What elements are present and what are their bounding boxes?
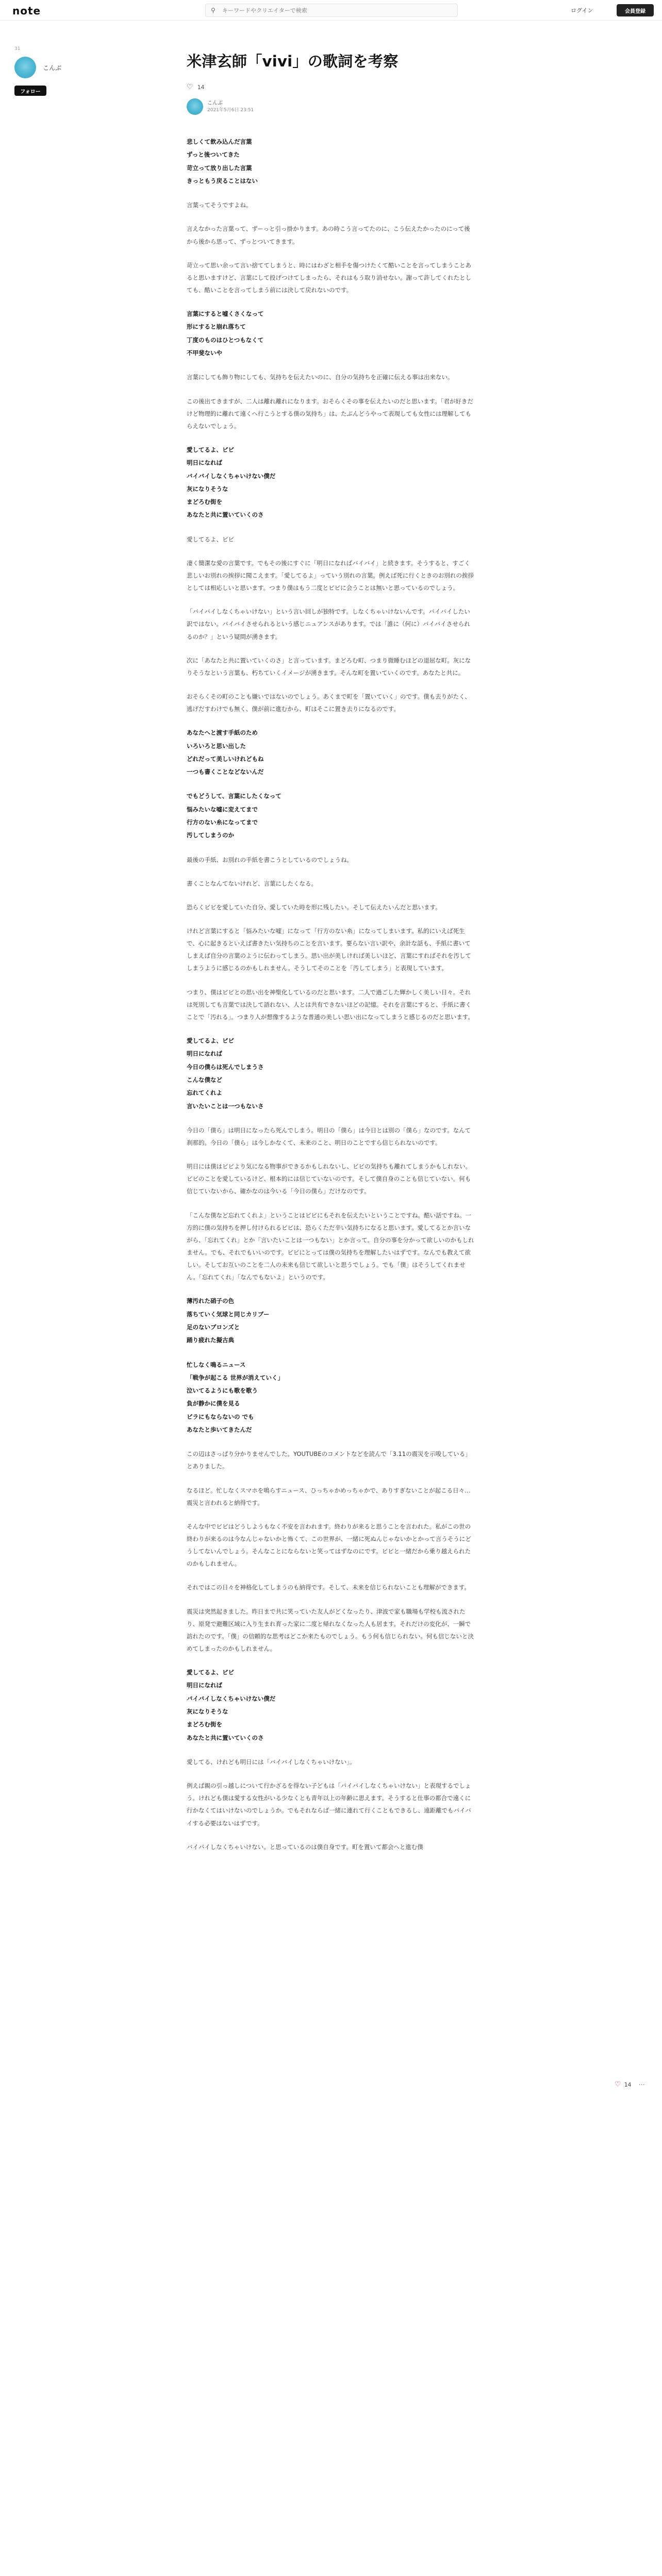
body-paragraph: 「こんな僕など忘れてくれよ」ということはビビにもそれを伝えたいということですね。酷い話ですね。一方的に僕の気持ちを押し付けられるビビは、恐らくただ辛い気持ちになると思います。愛してるとか言いながら、「忘れてくれ」とか「言いたいことは一つもない」とか言って。自分の事を分かって欲しいのかもしれません。でも、それでもいいのです。ビビにとっては僕の気持ちを理解したいはずです。なんでも教えて欲しい。そしてお互いのことを二人の未来も信じて欲しいと思うでしょう。でも「僕」はそうしてくれません。「忘れてくれ」「なんでもないよ」というのです。 (187, 1211, 474, 1281)
lyrics-block (187, 1295, 475, 1347)
lyrics-line: まどろむ街を (187, 498, 222, 506)
lyrics-line: 忘れてくれよ (187, 1089, 222, 1097)
body-paragraph: バイバイしなくちゃいけない。と思っているのは僕自身です。町を置いて都会へと進む僕 (187, 1843, 423, 1851)
heart-icon[interactable]: ♡ (187, 83, 193, 92)
like-count: 14 (197, 83, 205, 91)
article (187, 52, 475, 1865)
body-paragraph: なるほど。忙しなくスマホを鳴らすニュース、ひっちゃかめっちゃかで、ありすぎないことが起こる日々…震災と言われると納得です。 (187, 1486, 471, 1506)
lyrics-line: 忙しなく鳴るニュース (187, 1361, 246, 1368)
lyrics-line: 汚してしまうのか (187, 832, 234, 839)
lyrics-line: 言いたいことは一つもないさ (187, 1102, 264, 1110)
body-paragraph: 愛してるよ、ビビ (187, 535, 234, 543)
body-paragraph: おそらくその町のことも嫌いではないのでしょう。あくまで町を「置いていく」のです。僕も去りがたく、逃げだすわけでも無く、僕が前に進むから、町はそこに置き去りになるのです。 (187, 692, 471, 713)
lyrics-line: 今日の僕らは死んでしまうさ (187, 1063, 264, 1071)
body-paragraph: 「バイバイしなくちゃいけない」という言い回しが独特です。しなくちゃいけないんです。バイバイしたい訳ではない。バイバイさせられるという感じニュアンスがあります。では「誰に（何に）バイバイさせられるのか？」という疑問が湧きます。 (187, 608, 470, 640)
note-logo[interactable]: note (12, 5, 41, 17)
lyrics-line: 踊り疲れた擬古典 (187, 1336, 234, 1344)
lyrics-line: 愛してるよ、ビビ (187, 446, 234, 453)
lyrics-line: 丁度のものはひとつもなくて (187, 336, 264, 344)
author-avatar-small[interactable] (187, 98, 203, 115)
lyrics-line: 明日になれば (187, 1050, 222, 1058)
body-paragraph: 書くことなんてないけれど、言葉にしたくなる。 (187, 879, 317, 887)
more-icon[interactable]: ⋯ (638, 2081, 645, 2088)
follow-button[interactable] (14, 86, 46, 96)
signup-button[interactable]: 会員登録 (617, 4, 654, 16)
lyrics-line: あなたと共に置いていくのさ (187, 1734, 264, 1741)
body-paragraph: 今日の「僕ら」は明日になったら死んでしまう。明日の「僕ら」は今日とは別の「僕ら」なのです。なんて刹那的。今日の「僕ら」は今しかなくて、未来のこと、明日のことですら信じられないのです。 (187, 1126, 471, 1146)
lyrics-line: 行方のない糸になってまで (187, 819, 258, 826)
author-avatar[interactable] (14, 57, 36, 78)
body-paragraph: 言葉にしても飾り物にしても、気持ちを伝えたいのに、自分の気持ちを正確に伝える事は出来ない。 (187, 374, 454, 381)
body-paragraph: 愛してる、けれども明日には「バイバイしなくちゃいけない」。 (187, 1758, 356, 1766)
lyrics-line: こんな僕など (187, 1076, 222, 1083)
author-row (187, 98, 475, 115)
body-paragraph: 明日には僕はビビより気になる物事ができるかもしれないし、ビビの気持ちも離れてしまうかもしれない。ビビのことを愛しているけど、根本的には信じていないのです。そして僕自身のことも信じていない。何も信じていないから、確かなのは今いる「今日の僕ら」だけなのです。 (187, 1163, 471, 1195)
body-paragraph: 言えなかった言葉って、ずーっと引っ掛かります。あの時こう言ってたのに、こう伝えたかったのにって後から後から思って、ずっとついてきます。 (187, 225, 470, 245)
search-icon: ⚲ (211, 7, 216, 14)
search-input[interactable] (222, 7, 449, 14)
body-paragraph: 言葉ってそうですよね。 (187, 201, 252, 209)
lyrics-block (187, 726, 475, 778)
author-name[interactable]: こんぶ (207, 100, 223, 106)
lyrics-line: 一つも書くことなどないんだ (187, 768, 264, 776)
site-header (0, 0, 662, 21)
lyrics-line: 薄汚れた硝子の色 (187, 1297, 234, 1305)
lyrics-block (187, 1359, 475, 1437)
lyrics-line: 苛立って放り出した言葉 (187, 164, 252, 172)
lyrics-line: 負が静かに僕を見る (187, 1400, 240, 1408)
lyrics-line: 形にすると崩れ落ちて (187, 323, 246, 331)
lyrics-line: ずっと後ついてきた (187, 151, 240, 159)
lyrics-line: いろいろと思い出した (187, 742, 246, 750)
body-paragraph: 次に「あなたと共に置いていくのさ」と言っています。まどろむ町、つまり微睡むほどの退屈な町。灰になりそうなという言葉も、朽ちていくイメージが湧きます。そんな町を置いていくのです。あなたと共に。 (187, 656, 471, 676)
lyrics-line: 悩みたいな嘘に変えてまで (187, 805, 258, 813)
body-paragraph: 苛立って思い余って言い捨ててしまうと、時にはわざと相手を傷つけたくて酷いことを言ってしまうことあると思いますけど、言葉にして投げつけてしまったら、それはもう取り消せない。謝って許してくれたとしても、酷いことを言ってしまう前には決して戻れないのです。 (187, 261, 471, 294)
lyrics-line: ビラにもならないの でも (187, 1413, 254, 1420)
lyrics-line: 泣いてるようにも歌を歌う (187, 1387, 258, 1395)
body-paragraph: この後出てきますが、二人は離れ離れになります。おそらくその事を伝えたいのだと思います。「君が好きだけど物理的に離れて遠くへ行こうとする僕の気持ち」は、たぶんどうやって表現しても女性には理解してもらえないでしょう。 (187, 397, 473, 430)
lyrics-line: どれだって美しいけれどもね (187, 755, 264, 762)
login-link[interactable]: ログイン (571, 7, 593, 14)
lyrics-line: 灰になりそうな (187, 485, 228, 493)
body-paragraph: 震災は突然起きました。昨日まで共に笑っていた友人がどくなったり、津波で家も職場も学校も流されたり、原発で避難区域に入り生まれ育った家に二度と帰れなくなった人も居ます。それだけの変化が、一瞬で訪れたのです。「僕」の信頼的な思考はどこか来たものでしょう。もう何も信じられない。何も信じないと決めてしまったのかもしれません。 (187, 1607, 474, 1653)
floating-heart-icon[interactable]: ♡ (615, 2080, 621, 2089)
lyrics-block (187, 1666, 475, 1744)
lyrics-line: あなたと歩いてきたんだ (187, 1426, 252, 1434)
lyrics-line: 不甲斐ないや (187, 349, 222, 357)
lyrics-line: あなたへと渡す手紙のため (187, 729, 258, 737)
publish-date: 2021年5月6日 23:51 (207, 107, 254, 113)
follow-button-label: フォロー (20, 89, 41, 95)
lyrics-line: 落ちていく気球と同じカリブー (187, 1310, 270, 1318)
like-row (187, 83, 475, 91)
lyrics-line: 明日になれば (187, 459, 222, 467)
floating-like-bar (615, 2080, 645, 2089)
body-paragraph: 最後の手紙、お別れの手紙を書こうとしているのでしょうね。 (187, 856, 353, 863)
lyrics-line: でもどうして、言葉にしたくなって (187, 792, 282, 800)
lyrics-line: 言葉にすると嘘くさくなって (187, 310, 264, 318)
lyrics-line: きっともう戻ることはない (187, 177, 258, 185)
lyrics-line: 灰になりそうな (187, 1708, 228, 1716)
lyrics-block (187, 444, 475, 522)
sidebar-fav-count: 31 (14, 46, 21, 52)
lyrics-line: あなたと共に置いていくのさ (187, 511, 264, 519)
body-paragraph: けれど言葉にすると「悩みたいな嘘」になって「行方のない糸」になってしまいます。私的にいえば死生で、心に起きるといえば書きたい気持ちのことを言います。要らない言い訳や、余計な話も、手紙に書いてしまえば自分の言葉のように伝わってしまう。思い出が美しければ美しいほど、言葉にすればそれを汚してしまうように感じるのかもしれません。そうしてそのことを「汚してしまう」と表現しています。 (187, 927, 471, 972)
search-box[interactable] (205, 4, 458, 17)
lyrics-block (187, 1035, 475, 1113)
lyrics-line: 足のないブロンズと (187, 1323, 240, 1331)
floating-like-count: 14 (624, 2081, 632, 2088)
sidebar-author-name[interactable]: こんぶ (43, 64, 62, 72)
author-meta (207, 100, 254, 114)
lyrics-block (187, 308, 475, 360)
lyrics-line: 愛してるよ、ビビ (187, 1669, 234, 1676)
body-paragraph: 凄く簡潔な愛の言葉です。でもその後にすぐに「明日になればバイバイ」と続きます。そうすると、すごく悲しいお別れの挨拶に聞こえます。「愛してるよ」っていう別れの言葉。例えば死に行くときのお別れの挨拶としては相応しいと思います。つまり僕はもう二度とビビに会うことは無いと思っているのでしょう。 (187, 559, 474, 592)
lyrics-line: 悲しくて飲み込んだ言葉 (187, 138, 252, 146)
body-paragraph: 例えば親の引っ越しについて行かざるを得ない子どもは「バイバイしなくちゃいけない」と表現するでしょう。けれども僕は愛する女性がいる少なくとも青年以上の年齢に思えます。そうすると仕事の都合で遠くに行かなくてはいけないのでしょうか。でもそれならば一緒に連れて行くこともできるし、遠距離でもバイバイする必要はないはずです。 (187, 1782, 471, 1827)
body-paragraph: 恐らくビビを愛していた自分、愛していた時を形に残したい。そして伝えたいんだと思います。 (187, 903, 441, 911)
body-paragraph: この辺はさっぱり分かりませんでした。YOUTUBEのコメントなどを読んで「3.11の震災を示唆している」とありました。 (187, 1450, 471, 1470)
lyrics-line: 「戦争が起こる 世界が消えていく」 (187, 1374, 284, 1381)
article-title: 米津玄師「vivi」の歌詞を考察 (187, 53, 399, 70)
lyrics-block (187, 135, 475, 188)
lyrics-line: バイバイしなくちゃいけない僕だ (187, 472, 276, 480)
body-paragraph: それではこの日々を神格化してしまうのも納得です。そして、未来を信じられないことも理解ができます。 (187, 1584, 470, 1591)
lyrics-block (187, 790, 475, 842)
lyrics-line: 明日になれば (187, 1682, 222, 1689)
body-paragraph: そんな中でビビはどうしようもなく不安を言われます。終わりが来ると思うことを言われた。私がこの世の終わりが来るのは今なんじゃないかと怖くて、この世界が、一緒に死ぬんじゃないかとかって言うそうにどうしてないんでしょう。そんなことにならないと笑ってはずなのにです。ビビと一緒だから乗り越えられたのかもしれません。 (187, 1522, 471, 1568)
body-paragraph: つまり、僕はビビとの思い出を神聖化しているのだと思います。二人で過ごした輝かしく美しい日々。それは死別しても言葉では決して語れない、人とは共有できないほどの記憶。それを言葉にすると、手紙に書くことで「汚れる」。つまり人が想像するような普通の美しい思い出になってしまうと感じるのだと思います。 (187, 988, 474, 1021)
sidebar-author-card (14, 46, 87, 96)
lyrics-line: まどろむ街を (187, 1721, 222, 1728)
lyrics-line: バイバイしなくちゃいけない僕だ (187, 1694, 276, 1702)
lyrics-line: 愛してるよ、ビビ (187, 1037, 234, 1045)
article-body (187, 135, 475, 1853)
